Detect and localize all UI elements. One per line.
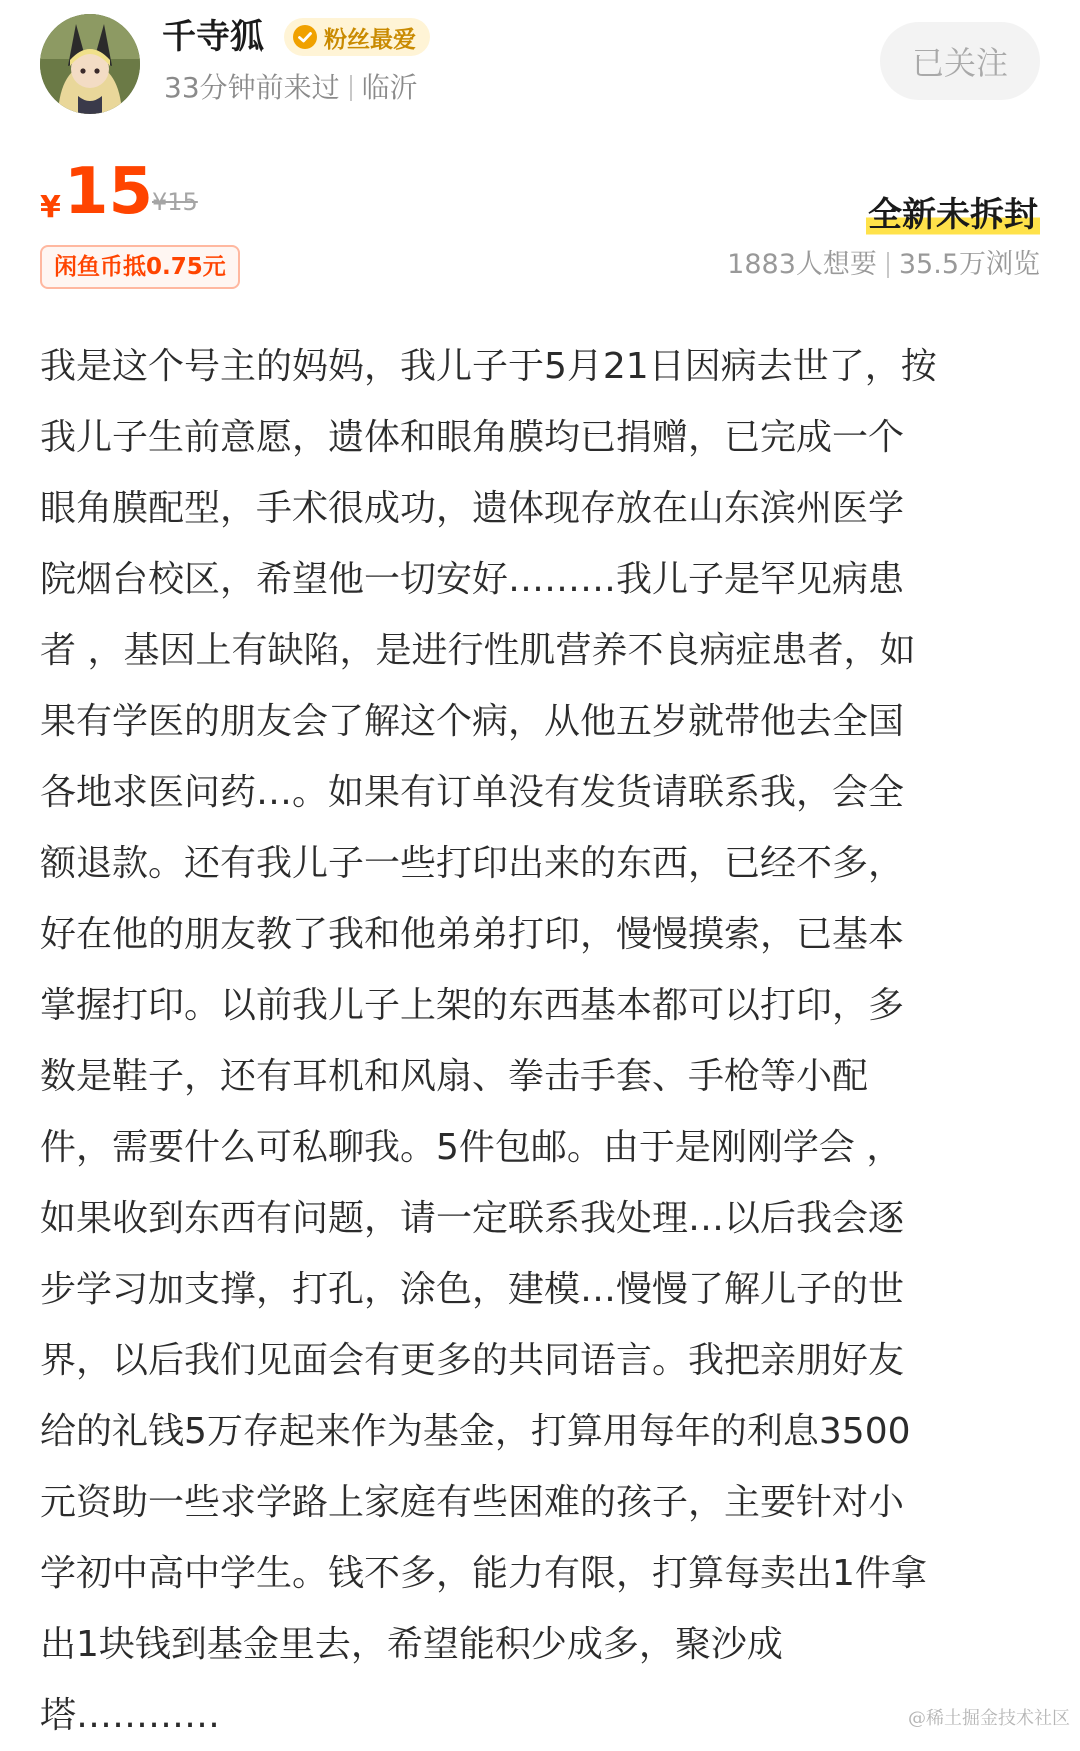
description-line: 界，以后我们见面会有更多的共同语言。我把亲朋好友 [40,1340,905,1381]
description-line: 如果收到东西有问题，请一定联系我处理…以后我会逐 [40,1198,905,1239]
description-line: 塔………… [40,1695,221,1736]
description-line: 元资助一些求学路上家庭有些困难的孩子，主要针对小 [40,1482,905,1523]
follow-button[interactable]: 已关注 [880,22,1040,100]
description-line: 额退款。还有我儿子一些打印出来的东西，已经不多， [40,843,905,884]
description-line: 院烟台校区，希望他一切安好………我儿子是罕见病患 [40,559,905,600]
seller-location: 临沂 [361,71,418,104]
fan-favorite-badge [284,18,430,56]
meta-divider [350,75,352,101]
description-line: 各地求医问药…。如果有订单没有发货请联系我，会全 [40,772,905,813]
description-line: 好在他的朋友教了我和他弟弟打印，慢慢摸索，已基本 [40,914,905,955]
stats-divider [887,252,889,278]
description-line: 我是这个号主的妈妈，我儿子于5月21日因病去世了，按 [40,346,937,387]
listing-description [40,331,1050,1751]
coin-discount-tag: 闲鱼币抵0.75元 [40,245,240,289]
watermark: @稀土掘金技术社区 [908,1708,1070,1729]
views-count: 35.5万浏览 [898,249,1040,280]
seller-avatar[interactable] [40,14,140,114]
original-price: ¥15 [152,188,198,216]
description-line: 果有学医的朋友会了解这个病，从他五岁就带他去全国 [40,701,905,742]
description-line: 件，需要什么可私聊我。5件包邮。由于是刚刚学会 ， [40,1127,903,1168]
seller-header [0,0,1080,130]
last-seen-text: 33分钟前来过 [164,71,340,104]
description-line: 步学习加支撑，打孔，涂色，建模…慢慢了解儿子的世 [40,1269,905,1310]
description-line: 学初中高中学生。钱不多，能力有限，打算每卖出1件拿 [40,1553,927,1594]
description-line: 出1块钱到基金里去，希望能积少成多，聚沙成 [40,1624,783,1665]
wants-count: 1883人想要 [727,249,877,280]
description-line: 掌握打印。以前我儿子上架的东西基本都可以打印，多 [40,985,905,1026]
description-line: 者 ，基因上有缺陷，是进行性肌营养不良病症患者，如 [40,630,916,671]
description-line: 眼角膜配型，手术很成功，遗体现存放在山东滨州医学 [40,488,905,529]
condition-label: 全新未拆封 [866,192,1040,238]
description-line: 我儿子生前意愿，遗体和眼角膜均已捐赠，已完成一个 [40,417,905,458]
description-line: 给的礼钱5万存起来作为基金，打算用每年的利息3500 [40,1411,911,1452]
verified-check-icon [292,24,318,50]
seller-meta [164,68,418,108]
avatar-illustration [40,14,140,114]
listing-stats [727,246,1040,284]
currency-symbol: ¥ [40,190,61,225]
seller-name[interactable]: 千寺狐 [162,17,264,57]
fan-badge-label: 粉丝最爱 [324,26,416,53]
description-line: 数是鞋子，还有耳机和风扇、拳击手套、手枪等小配 [40,1056,869,1097]
current-price: 15 [64,155,154,229]
